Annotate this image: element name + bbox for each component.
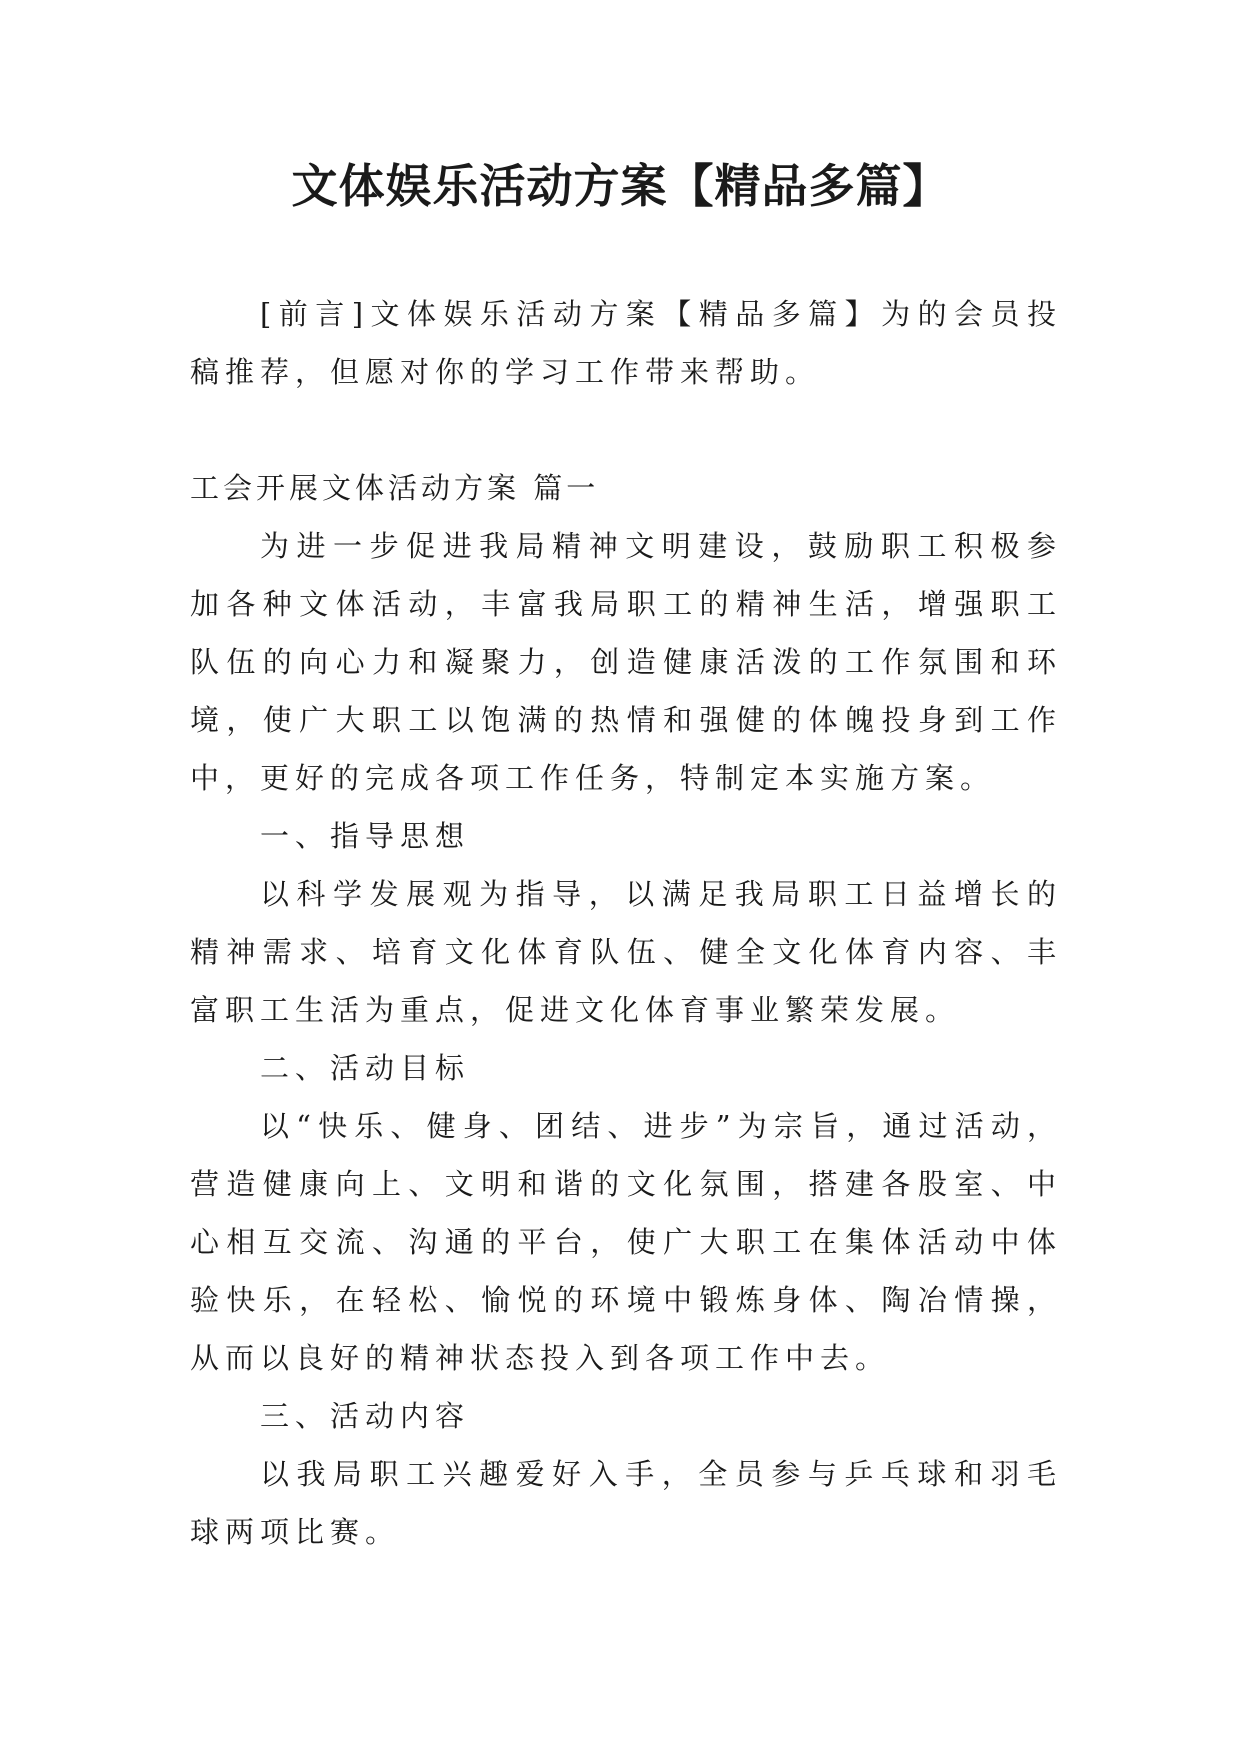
document-title: 文体娱乐活动方案【精品多篇】: [291, 159, 950, 213]
blank-line: [190, 401, 1062, 459]
section-title: 工会开展文体活动方案 篇一: [190, 471, 600, 505]
heading-guiding-ideology: 一、指导思想: [260, 819, 471, 853]
document-body: [190, 285, 1062, 1561]
paragraph-guiding-ideology: 以科学发展观为指导，以满足我局职工日益增长的精神需求、培育文化体育队伍、健全文化体育内容、丰富职工生活为重点，促进文化体育事业繁荣发展。: [190, 877, 1062, 1027]
paragraph-intro: 为进一步促进我局精神文明建设，鼓励职工积极参加各种文体活动，丰富我局职工的精神生活，增强职工队伍的向心力和凝聚力，创造健康活泼的工作氛围和环境，使广大职工以饱满的热情和强健的体魄投身到工作中，更好的完成各项工作任务，特制定本实施方案。: [190, 529, 1062, 795]
heading-activity-goals: 二、活动目标: [260, 1051, 471, 1085]
preface-paragraph: [前言]文体娱乐活动方案【精品多篇】为的会员投稿推荐，但愿对你的学习工作带来帮助。: [190, 297, 1062, 389]
paragraph-activity-goals: 以“快乐、健身、团结、进步”为宗旨，通过活动，营造健康向上、文明和谐的文化氛围，搭建各股室、中心相互交流、沟通的平台，使广大职工在集体活动中体验快乐，在轻松、愉悦的环境中锻炼身体、陶冶情操，从而以良好的精神状态投入到各项工作中去。: [190, 1109, 1062, 1375]
heading-activity-content: 三、活动内容: [260, 1399, 471, 1433]
paragraph-activity-content: 以我局职工兴趣爱好入手，全员参与乒乓球和羽毛球两项比赛。: [190, 1457, 1062, 1549]
